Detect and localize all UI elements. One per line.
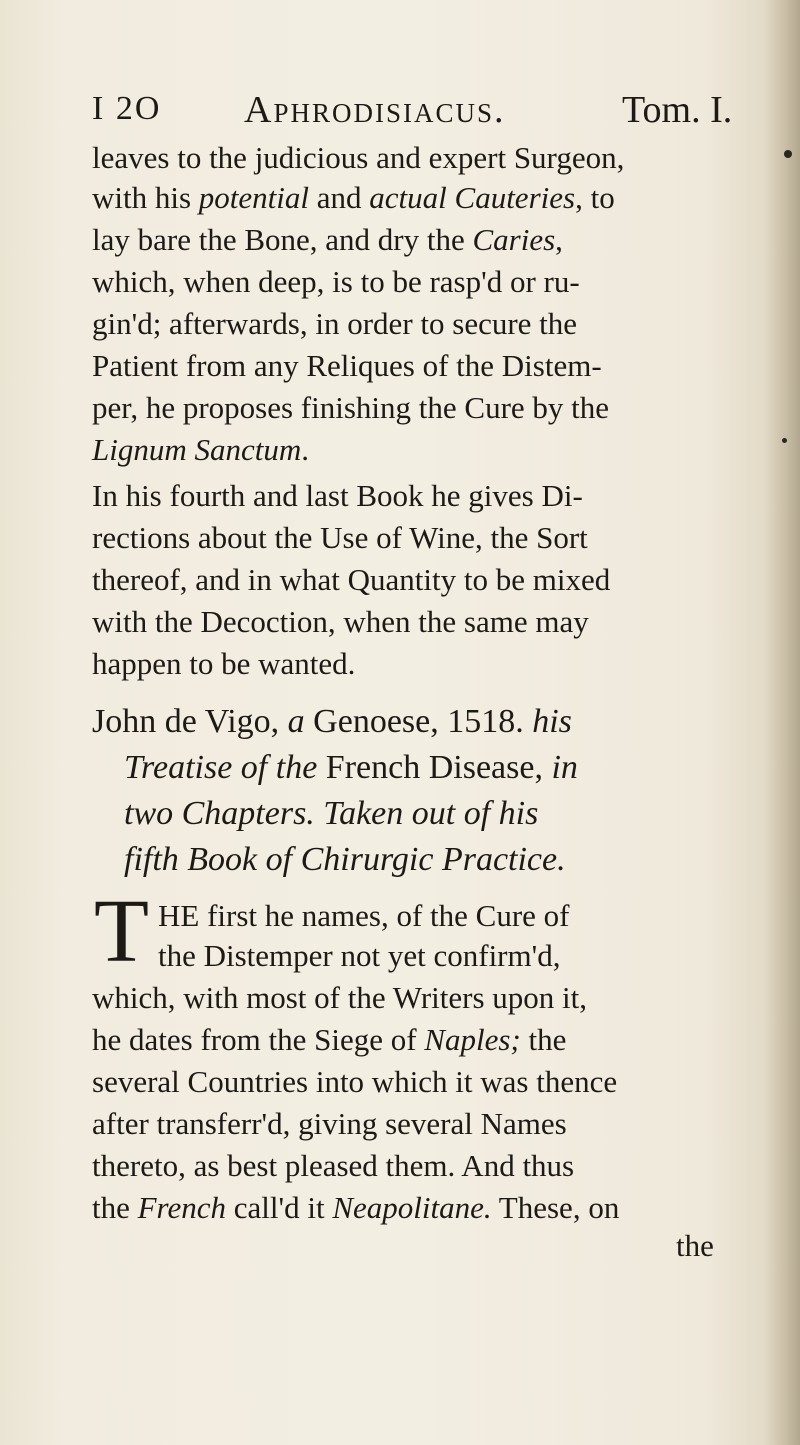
ink-spot [784,150,792,158]
text-line: with the Decoction, when the same may [92,604,589,639]
running-header [92,88,752,136]
text-line: Patient from any Reliques of the Distem- [92,348,602,383]
text-line: happen to be wanted. [92,646,356,681]
page-number: I 2O [92,90,162,127]
drop-cap: T [94,882,149,981]
text-line: Lignum Sanctum. [92,432,309,467]
text-line: the Distemper not yet confirm'd, [158,938,561,973]
text-line: HE first he names, of the Cure of [158,898,570,933]
text-line: with his potential and actual Cauteries, to [92,180,615,215]
text-line: which, with most of the Writers upon it, [92,980,587,1015]
section-heading-line: two Chapters. Taken out of his [124,795,539,832]
page-edge-shadow [764,0,800,1445]
text-line: per, he proposes finishing the Cure by the [92,390,610,425]
text-line: several Countries into which it was thence [92,1064,618,1099]
running-title: Aphrodisiacus. [244,89,506,131]
catchword: the [676,1228,714,1263]
text-line: after transferr'd, giving several Names [92,1106,567,1141]
tome-label: Tom. I. [622,89,733,131]
section-heading-line: fifth Book of Chirurgic Practice. [124,841,566,878]
text-line: In his fourth and last Book he gives Di- [92,478,583,513]
section-heading-line: John de Vigo, a Genoese, 1518. his [92,703,572,740]
text-line: the French call'd it Neapolitane. These, on [92,1190,620,1225]
section-heading-line: Treatise of the French Disease, in [124,749,578,786]
ink-spot [782,438,787,443]
text-line: thereto, as best pleased them. And thus [92,1148,575,1183]
text-line: rections about the Use of Wine, the Sort [92,520,588,555]
text-line: gin'd; afterwards, in order to secure the [92,306,578,341]
text-line: lay bare the Bone, and dry the Caries, [92,222,563,257]
text-line: he dates from the Siege of Naples; the [92,1022,567,1057]
text-line: thereof, and in what Quantity to be mixed [92,562,611,597]
text-line: leaves to the judicious and expert Surgeon, [92,140,625,175]
text-line: which, when deep, is to be rasp'd or ru- [92,264,580,299]
